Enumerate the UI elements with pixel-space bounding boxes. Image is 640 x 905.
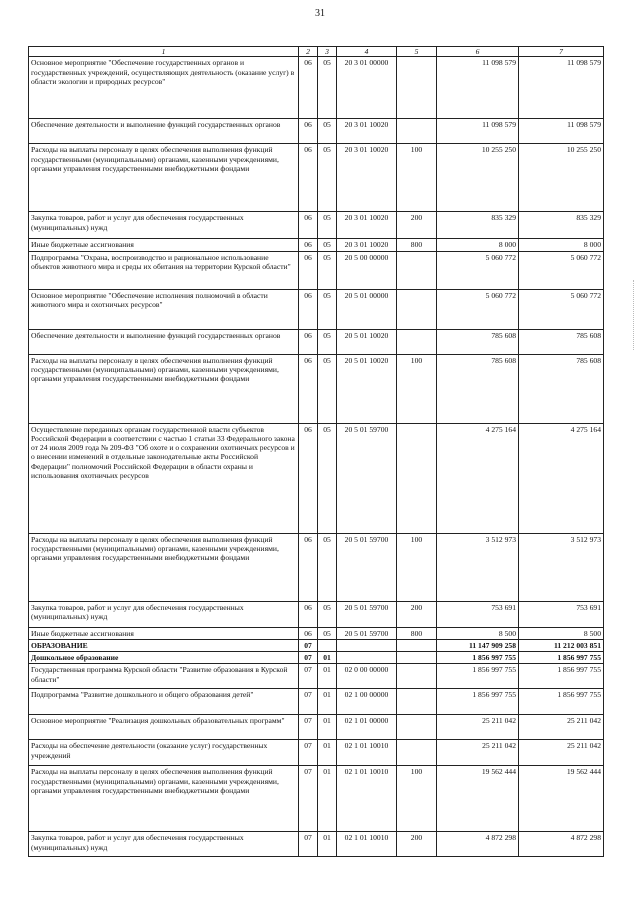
row-sum-1: 10 255 250 <box>437 144 519 212</box>
row-subsection: 05 <box>318 57 337 119</box>
row-subsection: 05 <box>318 601 337 627</box>
page-number: 31 <box>315 8 325 19</box>
row-expense-type: 100 <box>397 354 437 423</box>
row-sum-2: 19 562 444 <box>519 766 604 832</box>
row-sum-1: 785 608 <box>437 354 519 423</box>
row-name: Основное мероприятие "Обеспечение государственных органов и государственных учреждений, осуществляющих деятельность (оказание услуг) в области экологии и природных ресурсов" <box>29 57 299 119</box>
row-name: Основное мероприятие "Обеспечение исполнения полномочий в области животного мира и охотничьих ресурсов" <box>29 289 299 329</box>
row-sum-1: 8 500 <box>437 627 519 639</box>
row-target-code: 02 1 01 00000 <box>337 715 397 740</box>
row-sum-1: 1 856 997 755 <box>437 652 519 664</box>
table-row <box>29 715 604 740</box>
row-name: Основное мероприятие "Реализация дошкольных образовательных программ" <box>29 715 299 740</box>
row-name: Закупка товаров, работ и услуг для обеспечения государственных (муниципальных) нужд <box>29 212 299 239</box>
row-section: 06 <box>299 119 318 144</box>
row-expense-type: 200 <box>397 601 437 627</box>
row-expense-type <box>397 715 437 740</box>
row-sum-2: 785 608 <box>519 354 604 423</box>
row-subsection: 05 <box>318 289 337 329</box>
row-expense-type: 100 <box>397 766 437 832</box>
row-section: 07 <box>299 715 318 740</box>
row-target-code <box>337 652 397 664</box>
row-name: Расходы на выплаты персоналу в целях обеспечения выполнения функций государственными (муниципальными) органами, казенными учреждениями, органами управления государственными внебюджетными фондами <box>29 144 299 212</box>
row-section: 07 <box>299 652 318 664</box>
row-sum-2: 835 329 <box>519 212 604 239</box>
table-row <box>29 740 604 766</box>
row-expense-type: 200 <box>397 832 437 857</box>
table-row <box>29 639 604 651</box>
table-row <box>29 766 604 832</box>
row-subsection: 01 <box>318 832 337 857</box>
row-subsection: 05 <box>318 627 337 639</box>
row-name: Иные бюджетные ассигнования <box>29 239 299 251</box>
row-name: Дошкольное образование <box>29 652 299 664</box>
row-name: Подпрограмма "Развитие дошкольного и общего образования детей" <box>29 689 299 715</box>
row-subsection: 05 <box>318 212 337 239</box>
table-row <box>29 144 604 212</box>
row-target-code: 02 1 01 10010 <box>337 766 397 832</box>
row-section: 06 <box>299 627 318 639</box>
row-section: 07 <box>299 766 318 832</box>
row-target-code: 20 5 01 59700 <box>337 423 397 533</box>
row-sum-2: 5 060 772 <box>519 289 604 329</box>
header-col-6: 6 <box>437 47 519 57</box>
row-expense-type: 800 <box>397 239 437 251</box>
row-section: 07 <box>299 664 318 689</box>
row-target-code: 20 5 01 10020 <box>337 329 397 354</box>
table-row <box>29 251 604 289</box>
row-subsection: 01 <box>318 652 337 664</box>
row-sum-2: 8 500 <box>519 627 604 639</box>
row-sum-2: 785 608 <box>519 329 604 354</box>
row-expense-type <box>397 740 437 766</box>
row-sum-2: 1 856 997 755 <box>519 652 604 664</box>
row-name: Государственная программа Курской области "Развитие образования в Курской области" <box>29 664 299 689</box>
row-expense-type <box>397 57 437 119</box>
row-name: Закупка товаров, работ и услуг для обеспечения государственных (муниципальных) нужд <box>29 601 299 627</box>
row-target-code: 20 5 00 00000 <box>337 251 397 289</box>
row-expense-type <box>397 119 437 144</box>
row-section: 07 <box>299 639 318 651</box>
row-name: Осуществление переданных органам государственной власти субъектов Российской Федерации в соответствии с частью 1 статьи 33 Федерального закона от 24 июля 2009 года № 209-ФЗ "Об охоте и о сохранении охотничьих ресурсов и о внесении изменений в отдельные законодательные акты Российской Федерации" полномочий Российской Федерации в области охраны и использования охотничьих ресурсов <box>29 423 299 533</box>
row-expense-type <box>397 251 437 289</box>
row-section: 06 <box>299 329 318 354</box>
header-col-4: 4 <box>337 47 397 57</box>
row-target-code: 20 5 01 59700 <box>337 627 397 639</box>
row-subsection: 05 <box>318 144 337 212</box>
row-sum-2: 10 255 250 <box>519 144 604 212</box>
page-edge-mark <box>633 280 636 350</box>
row-name: Расходы на обеспечение деятельности (оказание услуг) государственных учреждений <box>29 740 299 766</box>
row-section: 06 <box>299 354 318 423</box>
row-target-code: 20 5 01 59700 <box>337 601 397 627</box>
row-target-code: 20 5 01 10020 <box>337 354 397 423</box>
row-sum-2: 11 098 579 <box>519 119 604 144</box>
table-row <box>29 57 604 119</box>
row-name: ОБРАЗОВАНИЕ <box>29 639 299 651</box>
header-col-1: 1 <box>29 47 299 57</box>
row-sum-2: 4 872 298 <box>519 832 604 857</box>
row-sum-1: 753 691 <box>437 601 519 627</box>
row-sum-1: 25 211 042 <box>437 715 519 740</box>
row-target-code: 02 1 01 10010 <box>337 740 397 766</box>
row-expense-type: 200 <box>397 212 437 239</box>
row-sum-1: 11 098 579 <box>437 57 519 119</box>
row-target-code: 20 3 01 10020 <box>337 144 397 212</box>
row-sum-2: 3 512 973 <box>519 533 604 601</box>
row-subsection: 01 <box>318 689 337 715</box>
row-section: 06 <box>299 239 318 251</box>
table-row <box>29 832 604 857</box>
row-sum-2: 4 275 164 <box>519 423 604 533</box>
row-target-code: 20 3 01 10020 <box>337 119 397 144</box>
row-sum-2: 25 211 042 <box>519 715 604 740</box>
row-sum-1: 8 000 <box>437 239 519 251</box>
row-sum-2: 1 856 997 755 <box>519 664 604 689</box>
row-subsection: 05 <box>318 119 337 144</box>
row-sum-1: 19 562 444 <box>437 766 519 832</box>
row-section: 06 <box>299 423 318 533</box>
row-expense-type: 100 <box>397 533 437 601</box>
table-row <box>29 329 604 354</box>
table-row <box>29 354 604 423</box>
row-sum-1: 5 060 772 <box>437 289 519 329</box>
row-subsection: 05 <box>318 251 337 289</box>
row-target-code: 20 5 01 00000 <box>337 289 397 329</box>
row-sum-2: 1 856 997 755 <box>519 689 604 715</box>
row-sum-1: 11 147 909 258 <box>437 639 519 651</box>
table-row <box>29 212 604 239</box>
row-name: Расходы на выплаты персоналу в целях обеспечения выполнения функций государственными (муниципальными) органами, казенными учреждениями, органами управления государственными внебюджетными фондами <box>29 354 299 423</box>
row-sum-1: 4 275 164 <box>437 423 519 533</box>
row-section: 07 <box>299 740 318 766</box>
row-sum-2: 8 000 <box>519 239 604 251</box>
row-subsection: 05 <box>318 533 337 601</box>
row-section: 06 <box>299 144 318 212</box>
row-sum-2: 25 211 042 <box>519 740 604 766</box>
table-row <box>29 119 604 144</box>
table-row <box>29 423 604 533</box>
header-col-5: 5 <box>397 47 437 57</box>
row-section: 06 <box>299 212 318 239</box>
row-subsection: 05 <box>318 239 337 251</box>
row-target-code: 02 1 00 00000 <box>337 689 397 715</box>
table-row <box>29 664 604 689</box>
row-sum-1: 835 329 <box>437 212 519 239</box>
row-sum-1: 25 211 042 <box>437 740 519 766</box>
row-target-code: 20 3 01 10020 <box>337 239 397 251</box>
row-name: Иные бюджетные ассигнования <box>29 627 299 639</box>
row-subsection: 01 <box>318 740 337 766</box>
row-sum-2: 5 060 772 <box>519 251 604 289</box>
table-row <box>29 689 604 715</box>
row-expense-type <box>397 639 437 651</box>
budget-table <box>28 46 604 857</box>
row-sum-1: 5 060 772 <box>437 251 519 289</box>
row-sum-2: 753 691 <box>519 601 604 627</box>
row-target-code <box>337 639 397 651</box>
table-row <box>29 239 604 251</box>
row-name: Подпрограмма "Охрана, воспроизводство и рациональное использование объектов животного мира и среды их обитания на территории Курской области" <box>29 251 299 289</box>
table-row <box>29 652 604 664</box>
row-expense-type <box>397 329 437 354</box>
row-subsection: 05 <box>318 423 337 533</box>
row-expense-type <box>397 664 437 689</box>
row-sum-1: 1 856 997 755 <box>437 664 519 689</box>
row-sum-1: 11 098 579 <box>437 119 519 144</box>
table-row <box>29 627 604 639</box>
table-row <box>29 601 604 627</box>
row-sum-1: 785 608 <box>437 329 519 354</box>
row-expense-type <box>397 652 437 664</box>
row-expense-type: 100 <box>397 144 437 212</box>
row-sum-1: 4 872 298 <box>437 832 519 857</box>
row-section: 07 <box>299 689 318 715</box>
row-section: 06 <box>299 289 318 329</box>
row-target-code: 20 3 01 10020 <box>337 212 397 239</box>
row-sum-1: 1 856 997 755 <box>437 689 519 715</box>
row-section: 06 <box>299 251 318 289</box>
table-row <box>29 533 604 601</box>
row-subsection: 01 <box>318 664 337 689</box>
row-target-code: 02 0 00 00000 <box>337 664 397 689</box>
row-name: Обеспечение деятельности и выполнение функций государственных органов <box>29 119 299 144</box>
row-expense-type: 800 <box>397 627 437 639</box>
row-subsection: 01 <box>318 766 337 832</box>
row-sum-2: 11 098 579 <box>519 57 604 119</box>
row-sum-2: 11 212 003 851 <box>519 639 604 651</box>
row-expense-type <box>397 689 437 715</box>
row-section: 06 <box>299 57 318 119</box>
row-section: 07 <box>299 832 318 857</box>
row-section: 06 <box>299 533 318 601</box>
row-name: Расходы на выплаты персоналу в целях обеспечения выполнения функций государственными (муниципальными) органами, казенными учреждениями, органами управления государственными внебюджетными фондами <box>29 766 299 832</box>
row-subsection <box>318 639 337 651</box>
row-target-code: 20 3 01 00000 <box>337 57 397 119</box>
header-col-3: 3 <box>318 47 337 57</box>
row-subsection: 05 <box>318 329 337 354</box>
row-name: Обеспечение деятельности и выполнение функций государственных органов <box>29 329 299 354</box>
row-expense-type <box>397 423 437 533</box>
row-name: Закупка товаров, работ и услуг для обеспечения государственных (муниципальных) нужд <box>29 832 299 857</box>
table-row <box>29 289 604 329</box>
header-col-2: 2 <box>299 47 318 57</box>
row-expense-type <box>397 289 437 329</box>
row-subsection: 01 <box>318 715 337 740</box>
row-sum-1: 3 512 973 <box>437 533 519 601</box>
row-section: 06 <box>299 601 318 627</box>
row-subsection: 05 <box>318 354 337 423</box>
row-target-code: 20 5 01 59700 <box>337 533 397 601</box>
header-col-7: 7 <box>519 47 604 57</box>
row-name: Расходы на выплаты персоналу в целях обеспечения выполнения функций государственными (муниципальными) органами, казенными учреждениями, органами управления государственными внебюджетными фондами <box>29 533 299 601</box>
row-target-code: 02 1 01 10010 <box>337 832 397 857</box>
header-row <box>29 47 604 57</box>
